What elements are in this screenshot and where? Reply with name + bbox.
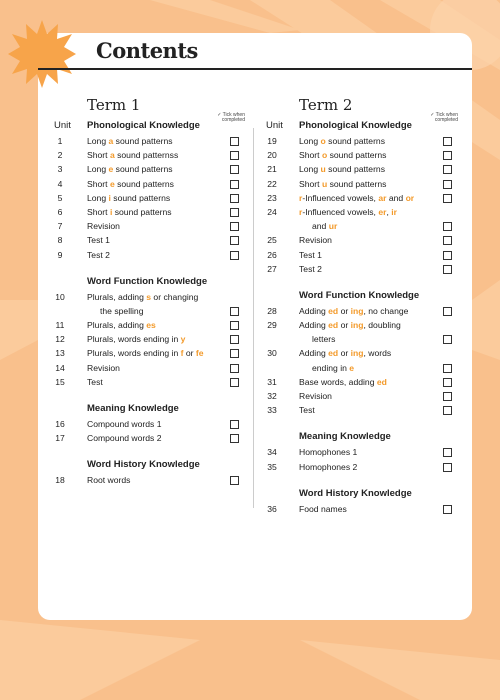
- row-text: , words: [363, 348, 392, 359]
- checkbox-icon[interactable]: [230, 151, 239, 160]
- row-text: Adding: [299, 320, 329, 331]
- unit-title: [299, 389, 332, 403]
- unit-number: 33: [267, 405, 277, 416]
- checkbox-icon[interactable]: [443, 505, 452, 514]
- checkbox-icon[interactable]: [443, 335, 452, 344]
- highlighted-letters: o: [321, 150, 328, 161]
- unit-title: [299, 191, 414, 205]
- checkbox-icon[interactable]: [230, 222, 239, 231]
- unit-number: 36: [267, 503, 277, 514]
- highlighted-letters: er: [378, 206, 387, 217]
- unit-number: 34: [267, 447, 277, 458]
- row-text: -Influenced vowels,: [302, 192, 379, 203]
- row-text: Food names: [299, 503, 347, 514]
- unit-row: [50, 148, 245, 162]
- checkbox-icon[interactable]: [443, 406, 452, 415]
- checkbox-icon[interactable]: [443, 378, 452, 387]
- row-text: or changing: [151, 291, 199, 302]
- section-header: [262, 488, 458, 502]
- unit-number: 35: [267, 461, 277, 472]
- unit-row: [262, 460, 458, 474]
- row-text: , no change: [363, 305, 409, 316]
- unit-title: [299, 248, 322, 262]
- row-text: sound patterns: [325, 136, 386, 146]
- unit-row: [50, 134, 245, 148]
- checkbox-icon[interactable]: [443, 251, 452, 260]
- row-text: sound patterns: [113, 164, 173, 175]
- unit-number: 2: [57, 150, 63, 161]
- row-text: sound patterns: [113, 136, 173, 146]
- row-text: Revision: [87, 221, 120, 232]
- section-header: [262, 290, 458, 304]
- checkbox-icon[interactable]: [230, 251, 239, 260]
- starburst-icon: [8, 20, 76, 88]
- column-divider: [253, 128, 254, 508]
- unit-title: [87, 233, 110, 247]
- unit-row-continuation: [262, 332, 458, 346]
- unit-row: [50, 332, 245, 346]
- row-text: sound patterns: [112, 206, 172, 217]
- checkbox-icon[interactable]: [443, 392, 452, 401]
- unit-title: [87, 219, 120, 233]
- checkbox-icon[interactable]: [443, 222, 452, 231]
- row-text: ending in: [312, 362, 350, 373]
- unit-title: [87, 191, 170, 205]
- unit-title: [299, 177, 386, 191]
- unit-row: [50, 290, 245, 304]
- checkbox-icon[interactable]: [230, 335, 239, 344]
- unit-row: [50, 162, 245, 176]
- unit-title: [299, 502, 347, 516]
- unit-title: [299, 318, 401, 332]
- row-text: the spelling: [100, 305, 144, 316]
- unit-title: [87, 148, 178, 162]
- unit-title: [87, 205, 172, 219]
- row-text: Revision: [299, 235, 332, 246]
- unit-row: [50, 219, 245, 233]
- unit-number: 5: [57, 192, 63, 203]
- unit-title: [87, 431, 162, 445]
- unit-row: [262, 346, 458, 360]
- unit-number: 12: [55, 334, 65, 345]
- section-title: Meaning Knowledge: [87, 403, 179, 414]
- unit-title: [299, 346, 391, 360]
- unit-title-continued: [312, 219, 337, 233]
- unit-number: 10: [55, 291, 65, 302]
- unit-row-continuation: [262, 361, 458, 375]
- section-spacer: [262, 276, 458, 290]
- term-1-column: [50, 96, 245, 488]
- unit-title: [87, 162, 173, 176]
- highlighted-letters: e: [349, 362, 355, 373]
- highlighted-letters: i: [108, 192, 111, 203]
- checkbox-icon[interactable]: [443, 463, 452, 472]
- row-text: Plurals, words ending in: [87, 334, 181, 345]
- row-text: Long: [87, 164, 109, 175]
- unit-number: 6: [57, 206, 63, 217]
- checkbox-icon[interactable]: [230, 165, 239, 174]
- row-text: Revision: [87, 362, 120, 373]
- unit-row: [262, 177, 458, 191]
- row-text: and: [386, 192, 406, 203]
- page-title: Contents: [96, 38, 198, 63]
- title-rule: [38, 68, 472, 70]
- unit-number: 30: [267, 348, 277, 359]
- highlighted-letters: ed: [328, 305, 339, 316]
- checkbox-icon[interactable]: [230, 476, 239, 485]
- unit-row: [50, 233, 245, 247]
- row-text: sound patterns: [110, 192, 171, 203]
- section-header: [50, 120, 245, 134]
- checkbox-icon[interactable]: [443, 236, 452, 245]
- unit-title: [87, 290, 198, 304]
- term-title: Term 1: [87, 96, 141, 114]
- row-text: Test: [299, 405, 315, 416]
- section-header: [50, 403, 245, 417]
- row-text: sound patterns: [114, 178, 174, 189]
- checkbox-icon[interactable]: [443, 137, 452, 146]
- row-text: Long: [299, 164, 321, 175]
- term-title: Term 2: [299, 96, 353, 114]
- section-spacer: [50, 445, 245, 459]
- unit-number: 9: [57, 249, 63, 260]
- unit-number: 32: [267, 391, 277, 401]
- unit-number: 17: [55, 433, 65, 444]
- highlighted-letters: ur: [328, 221, 338, 232]
- row-text: Short: [87, 150, 110, 161]
- unit-row-continuation: [262, 219, 458, 233]
- unit-row: [262, 389, 458, 403]
- row-text: Long: [87, 192, 109, 203]
- unit-row: [262, 233, 458, 247]
- checkbox-icon[interactable]: [230, 364, 239, 373]
- unit-number: 23: [267, 192, 277, 203]
- unit-title-continued: [312, 361, 354, 375]
- section-header: [262, 120, 458, 134]
- unit-number: 24: [267, 206, 277, 217]
- checkbox-icon[interactable]: [230, 378, 239, 387]
- row-text: Plurals, adding: [87, 291, 147, 302]
- unit-title-continued: [100, 304, 143, 318]
- unit-title: [299, 205, 397, 219]
- row-text: Compound words 1: [87, 419, 162, 429]
- unit-number: 7: [57, 221, 63, 232]
- checkbox-icon[interactable]: [443, 448, 452, 457]
- unit-title: [87, 473, 130, 487]
- unit-title: [87, 332, 185, 346]
- unit-row: [262, 318, 458, 332]
- highlighted-letters: u: [321, 178, 328, 189]
- section-title: Phonological Knowledge: [87, 120, 200, 131]
- highlighted-letters: i: [109, 206, 113, 217]
- row-text: Plurals, adding: [87, 320, 147, 331]
- unit-row: [50, 248, 245, 262]
- row-text: Plurals, words ending in: [87, 348, 181, 359]
- highlighted-letters: ing: [350, 320, 364, 331]
- row-text: ,: [386, 206, 392, 217]
- row-text: sound patterns: [327, 150, 387, 161]
- checkbox-icon[interactable]: [230, 349, 239, 358]
- unit-number: 22: [267, 178, 277, 189]
- unit-number: 16: [55, 419, 65, 429]
- unit-title: [87, 346, 204, 360]
- highlighted-letters: f: [180, 348, 184, 359]
- unit-number: 28: [267, 305, 277, 316]
- highlighted-letters: a: [108, 136, 114, 146]
- unit-title: [299, 403, 315, 417]
- unit-number: 27: [267, 263, 277, 274]
- section-title: Word History Knowledge: [299, 487, 412, 499]
- row-text: Adding: [299, 305, 329, 316]
- term-2-column: [262, 96, 458, 516]
- row-text: Compound words 2: [87, 433, 162, 444]
- highlighted-letters: y: [180, 334, 186, 345]
- checkbox-icon[interactable]: [230, 434, 239, 443]
- checkbox-icon[interactable]: [230, 137, 239, 146]
- unit-title: [87, 375, 103, 389]
- unit-number: 19: [267, 136, 277, 146]
- row-text: or: [338, 305, 351, 316]
- unit-title: [87, 248, 110, 262]
- checkbox-icon[interactable]: [230, 194, 239, 203]
- highlighted-letters: e: [108, 164, 114, 175]
- highlighted-letters: fe: [195, 348, 204, 359]
- unit-row: [50, 177, 245, 191]
- unit-title: [299, 460, 357, 474]
- highlighted-letters: or: [405, 192, 415, 203]
- checkbox-icon[interactable]: [230, 321, 239, 330]
- unit-row: [262, 134, 458, 148]
- row-text: Short: [87, 206, 110, 217]
- unit-number: 15: [55, 376, 65, 387]
- unit-row: [50, 318, 245, 332]
- row-text: or: [183, 348, 196, 359]
- highlighted-letters: ar: [378, 192, 387, 203]
- row-text: or: [338, 348, 351, 359]
- unit-row: [50, 361, 245, 375]
- unit-title: [299, 375, 387, 389]
- row-text: sound patternss: [114, 150, 179, 161]
- section-header: [50, 459, 245, 473]
- section-header: [50, 276, 245, 290]
- highlighted-letters: ir: [391, 206, 397, 217]
- unit-title: [87, 177, 174, 191]
- row-text: -Influenced vowels,: [302, 206, 379, 217]
- section-title: Word Function Knowledge: [87, 275, 208, 287]
- unit-title: [299, 233, 332, 247]
- unit-column-label: Unit: [54, 120, 71, 131]
- checkbox-icon[interactable]: [230, 208, 239, 217]
- highlighted-letters: ing: [350, 305, 364, 316]
- row-text: and: [312, 221, 329, 232]
- unit-row: [262, 162, 458, 176]
- section-title: Word History Knowledge: [87, 459, 200, 471]
- row-text: Short: [87, 178, 110, 189]
- unit-number: 3: [57, 164, 63, 175]
- row-text: Short: [299, 150, 322, 161]
- unit-row: [262, 445, 458, 459]
- row-text: or: [338, 320, 351, 331]
- checkbox-icon[interactable]: [230, 420, 239, 429]
- unit-number: 20: [267, 150, 277, 161]
- unit-title: [87, 134, 173, 148]
- row-text: Long: [87, 136, 109, 146]
- highlighted-letters: ed: [328, 320, 339, 331]
- row-text: Test: [87, 376, 103, 387]
- unit-number: 4: [57, 178, 63, 189]
- checkbox-icon[interactable]: [230, 236, 239, 245]
- unit-number: 8: [57, 235, 63, 246]
- row-text: Test 1: [299, 249, 322, 260]
- unit-row-continuation: [50, 304, 245, 318]
- row-text: sound patterns: [325, 164, 386, 175]
- unit-row: [50, 346, 245, 360]
- unit-row: [50, 191, 245, 205]
- unit-number: 21: [267, 164, 277, 175]
- row-text: , doubling: [363, 320, 401, 331]
- checkbox-icon[interactable]: [443, 364, 452, 373]
- row-text: Test 2: [299, 263, 322, 274]
- unit-number: 26: [267, 249, 277, 260]
- checkbox-icon[interactable]: [443, 265, 452, 274]
- unit-row: [262, 205, 458, 219]
- row-text: Short: [299, 178, 322, 189]
- unit-title: [299, 134, 385, 148]
- row-text: Adding: [299, 348, 329, 359]
- highlighted-letters: es: [146, 320, 156, 331]
- unit-row: [50, 205, 245, 219]
- unit-row: [262, 375, 458, 389]
- unit-title: [87, 417, 162, 431]
- highlighted-letters: r: [299, 206, 303, 217]
- unit-row: [262, 403, 458, 417]
- unit-row: [262, 304, 458, 318]
- row-text: Homophones 2: [299, 461, 358, 472]
- row-text: sound patterns: [327, 178, 387, 189]
- checkbox-icon[interactable]: [443, 151, 452, 160]
- highlighted-letters: r: [299, 192, 303, 203]
- checkbox-icon[interactable]: [230, 180, 239, 189]
- checkbox-icon[interactable]: [443, 165, 452, 174]
- unit-title: [87, 318, 156, 332]
- tick-note: ✓ Tick when completed: [430, 112, 458, 123]
- unit-number: 13: [55, 348, 65, 359]
- checkbox-icon[interactable]: [443, 194, 452, 203]
- unit-number: 14: [55, 362, 65, 373]
- section-header: [262, 431, 458, 445]
- checkbox-icon[interactable]: [443, 307, 452, 316]
- row-text: Homophones 1: [299, 447, 358, 458]
- unit-row: [50, 473, 245, 487]
- checkbox-icon[interactable]: [443, 180, 452, 189]
- highlighted-letters: e: [109, 178, 115, 189]
- unit-title: [299, 162, 385, 176]
- highlighted-letters: a: [109, 150, 115, 161]
- unit-row: [262, 502, 458, 516]
- unit-title: [299, 445, 357, 459]
- highlighted-letters: s: [146, 291, 152, 302]
- row-text: Base words, adding: [299, 376, 377, 387]
- highlighted-letters: ing: [350, 348, 364, 359]
- unit-row: [50, 417, 245, 431]
- unit-column-label: Unit: [266, 120, 283, 131]
- row-text: Test 1: [87, 235, 110, 246]
- section-spacer: [262, 474, 458, 488]
- row-text: Long: [299, 136, 321, 146]
- section-title: Word Function Knowledge: [299, 289, 420, 301]
- unit-title: [87, 361, 120, 375]
- highlighted-letters: o: [320, 136, 326, 146]
- unit-number: 1: [57, 136, 63, 146]
- unit-row: [262, 191, 458, 205]
- row-text: Root words: [87, 475, 131, 486]
- section-spacer: [262, 417, 458, 431]
- row-text: Revision: [299, 391, 332, 401]
- unit-title: [299, 304, 408, 318]
- section-title: Meaning Knowledge: [299, 431, 391, 443]
- section-spacer: [50, 389, 245, 403]
- unit-number: 31: [267, 376, 277, 387]
- unit-title: [299, 148, 386, 162]
- unit-row: [262, 248, 458, 262]
- unit-title-continued: [312, 332, 335, 346]
- row-text: letters: [312, 334, 336, 345]
- checkbox-icon[interactable]: [230, 307, 239, 316]
- highlighted-letters: ed: [376, 376, 387, 387]
- unit-row: [50, 375, 245, 389]
- unit-row: [50, 431, 245, 445]
- unit-number: 29: [267, 320, 277, 331]
- unit-row: [262, 148, 458, 162]
- unit-number: 18: [55, 475, 65, 486]
- section-spacer: [50, 262, 245, 276]
- unit-number: 11: [55, 320, 65, 331]
- unit-title: [299, 262, 322, 276]
- unit-number: 25: [267, 235, 277, 246]
- highlighted-letters: u: [320, 164, 326, 175]
- tick-note: ✓ Tick when completed: [217, 112, 245, 123]
- section-title: Phonological Knowledge: [299, 120, 412, 131]
- unit-row: [262, 262, 458, 276]
- row-text: Test 2: [87, 249, 110, 260]
- highlighted-letters: ed: [328, 348, 339, 359]
